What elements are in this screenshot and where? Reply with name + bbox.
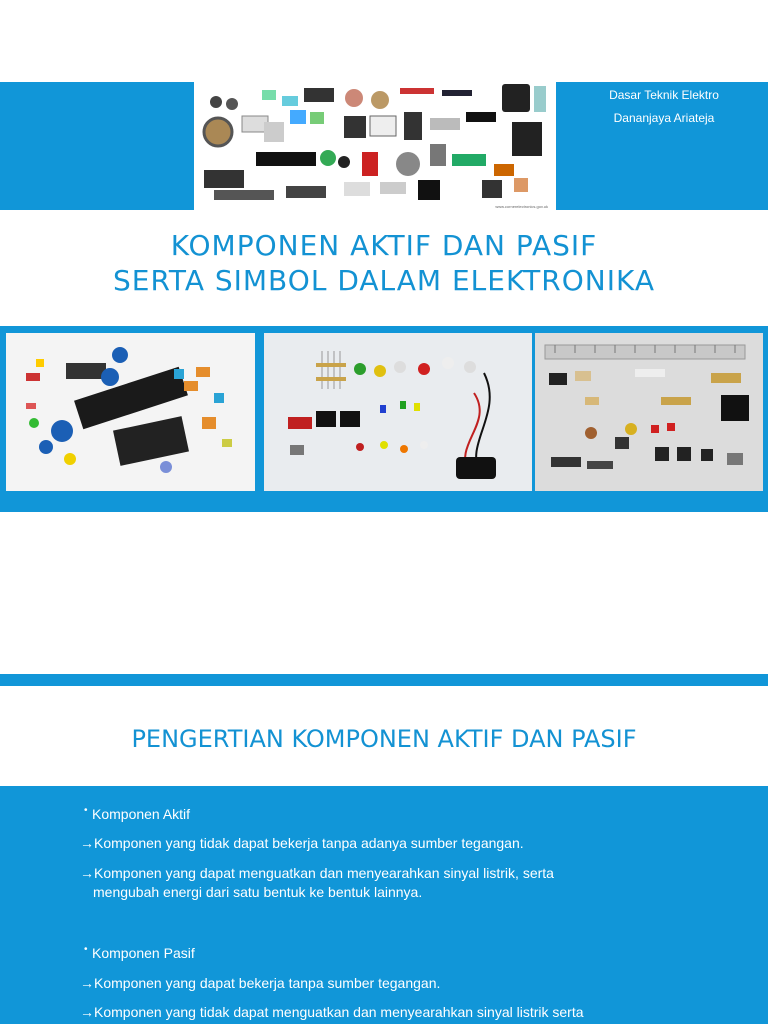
author-name: Dananjaya Ariateja — [613, 111, 715, 125]
photo-caption: www.cornerelectronics.gov.uk — [495, 204, 548, 209]
title-line-2: SERTA SIMBOL DALAM ELEKTRONIKA — [113, 264, 655, 297]
definition-line: →Komponen yang dapat menguatkan dan menyearahkan sinyal listrik, serta — [80, 865, 554, 881]
slide-title — [0, 228, 768, 298]
passive-components-photo — [535, 333, 763, 491]
ic-components-photo — [6, 333, 255, 491]
header-accent-rule — [0, 674, 768, 686]
led-components-photo — [264, 333, 532, 491]
definition-line: →Komponen yang tidak dapat menguatkan dan menyearahkan sinyal listrik serta — [80, 1004, 584, 1020]
components-collage-photo — [194, 82, 556, 210]
passive-components-illustration — [535, 333, 763, 491]
ic-components-illustration — [6, 333, 255, 491]
bullet-icon: • — [84, 805, 88, 816]
title-line-1: KOMPONEN AKTIF DAN PASIF — [170, 229, 598, 262]
definition-line: →Komponen yang tidak dapat bekerja tanpa adanya sumber tegangan. — [80, 835, 524, 851]
bullet-label: Komponen Aktif — [92, 806, 191, 822]
components-collage-illustration — [194, 82, 556, 210]
content-panel — [0, 786, 768, 1024]
slide-heading: PENGERTIAN KOMPONEN AKTIF DAN PASIF — [131, 725, 637, 753]
list-item — [0, 945, 195, 961]
bullet-label: Komponen Pasif — [92, 945, 195, 961]
list-item — [0, 806, 190, 822]
led-components-illustration — [264, 333, 532, 491]
subtitle-box — [560, 84, 768, 130]
course-name: Dasar Teknik Elektro — [609, 88, 719, 102]
definition-line-continued: mengubah energi dari satu bentuk ke bentuk lainnya. — [93, 884, 423, 900]
definition-line: →Komponen yang dapat bekerja tanpa sumber tegangan. — [80, 975, 441, 991]
bullet-icon: • — [84, 944, 88, 955]
